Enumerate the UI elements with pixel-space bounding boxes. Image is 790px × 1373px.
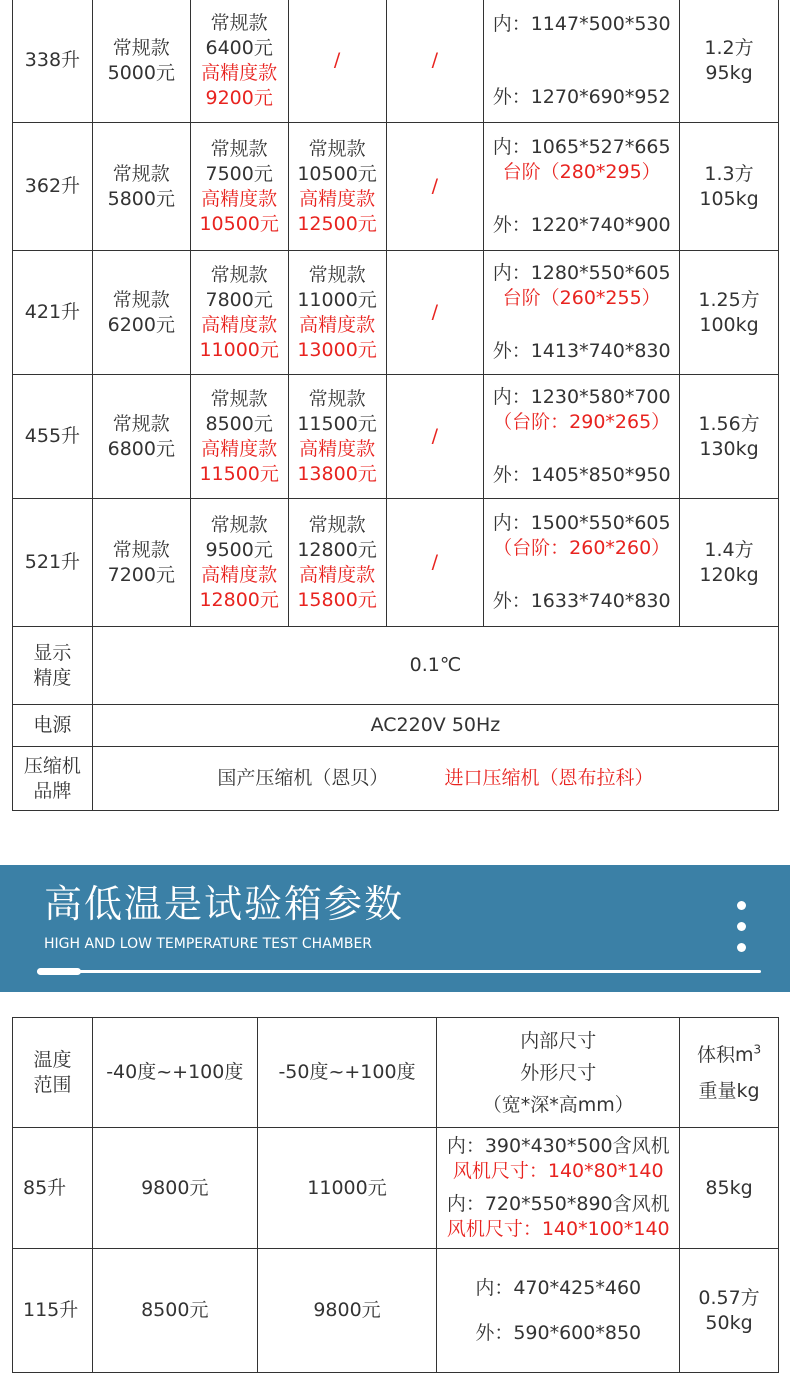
price-cell: 常规款 11000元 高精度款 13000元: [288, 251, 386, 375]
price-cell: /: [386, 123, 484, 251]
price-cell: /: [386, 0, 484, 123]
compressor-label: 压缩机 品牌: [13, 747, 93, 811]
capacity-cell: 362升: [13, 123, 93, 251]
header-range-2: -50度~+100度: [257, 1018, 437, 1128]
size-cell: 内：470*425*460 外：590*600*850: [437, 1249, 680, 1373]
table-row: [13, 1249, 779, 1373]
table-row: [13, 123, 779, 251]
price-cell: /: [386, 499, 484, 627]
volume-weight-cell: 1.56方 130kg: [680, 375, 779, 499]
price-cell: 8500元: [92, 1249, 257, 1373]
price-table-2: [12, 1017, 779, 1373]
volume-weight-cell: 1.4方 120kg: [680, 499, 779, 627]
size-cell: 内：390*430*500含风机 风机尺寸：140*80*140 内：720*550*890含风机 风机尺寸：140*100*140: [437, 1128, 680, 1249]
price-cell: 常规款 11500元 高精度款 13800元: [288, 375, 386, 499]
price-cell: 常规款 5800元: [92, 123, 190, 251]
dot-icon: [737, 901, 746, 910]
volume-weight-cell: 0.57方 50kg: [680, 1249, 779, 1373]
precision-value: 0.1℃: [92, 627, 778, 705]
capacity-cell: 338升: [13, 0, 93, 123]
table-header-row: [13, 1018, 779, 1128]
table-row: [13, 705, 779, 747]
weight-cell: 85kg: [680, 1128, 779, 1249]
banner-subtitle: HIGH AND LOW TEMPERATURE TEST CHAMBER: [44, 936, 373, 952]
table-row: [13, 375, 779, 499]
price-cell: 常规款 8500元 高精度款 11500元: [190, 375, 288, 499]
dot-icon: [737, 922, 746, 931]
price-cell: /: [386, 375, 484, 499]
price-cell: 11000元: [257, 1128, 437, 1249]
price-cell: 常规款 7500元 高精度款 10500元: [190, 123, 288, 251]
table-row: [13, 1128, 779, 1249]
volume-weight-cell: 1.3方 105kg: [680, 123, 779, 251]
price-cell: 常规款 7800元 高精度款 11000元: [190, 251, 288, 375]
table-row: [13, 251, 779, 375]
volume-weight-cell: 1.25方 100kg: [680, 251, 779, 375]
price-cell: 常规款 5000元: [92, 0, 190, 123]
price-cell: 常规款 12800元 高精度款 15800元: [288, 499, 386, 627]
divider-line: [37, 970, 761, 973]
price-cell: 常规款 6200元: [92, 251, 190, 375]
price-cell: 常规款 6800元: [92, 375, 190, 499]
precision-label: 显示 精度: [13, 627, 93, 705]
header-size: 内部尺寸 外形尺寸 （宽*深*高mm）: [437, 1018, 680, 1128]
price-cell: /: [288, 0, 386, 123]
capacity-cell: 115升: [13, 1249, 93, 1373]
capacity-cell: 85升: [13, 1128, 93, 1249]
table-row: [13, 747, 779, 811]
price-cell: 9800元: [92, 1128, 257, 1249]
table-row: [13, 627, 779, 705]
size-cell: 内：1500*550*605 （台阶：260*260） 外：1633*740*830: [484, 499, 680, 627]
price-cell: /: [386, 251, 484, 375]
price-table-1: [12, 0, 779, 811]
price-cell: 常规款 10500元 高精度款 12500元: [288, 123, 386, 251]
divider-accent: [37, 968, 81, 975]
section-banner: [0, 865, 790, 992]
capacity-cell: 455升: [13, 375, 93, 499]
price-cell: 常规款 6400元 高精度款 9200元: [190, 0, 288, 123]
header-volume-weight: 体积$m^3$ 重量kg: [680, 1018, 779, 1128]
header-temp-range: 温度 范围: [13, 1018, 93, 1128]
banner-title: 高低温是试验箱参数: [44, 882, 405, 926]
size-cell: 内：1280*550*605 台阶（260*255） 外：1413*740*830: [484, 251, 680, 375]
power-label: 电源: [13, 705, 93, 747]
capacity-cell: 521升: [13, 499, 93, 627]
dot-icon: [737, 943, 746, 952]
size-cell: 内：1065*527*665 台阶（280*295） 外：1220*740*900: [484, 123, 680, 251]
size-cell: 内：1147*500*530 外：1270*690*952: [484, 0, 680, 123]
header-range-1: -40度~+100度: [92, 1018, 257, 1128]
price-cell: 常规款 9500元 高精度款 12800元: [190, 499, 288, 627]
table-row: [13, 499, 779, 627]
price-cell: 9800元: [257, 1249, 437, 1373]
compressor-brands: 国产压缩机（恩贝） 进口压缩机（恩布拉科）: [92, 747, 778, 811]
price-cell: 常规款 7200元: [92, 499, 190, 627]
table-row: [13, 0, 779, 123]
power-value: AC220V 50Hz: [92, 705, 778, 747]
size-cell: 内：1230*580*700 （台阶：290*265） 外：1405*850*950: [484, 375, 680, 499]
capacity-cell: 421升: [13, 251, 93, 375]
volume-weight-cell: 1.2方 95kg: [680, 0, 779, 123]
